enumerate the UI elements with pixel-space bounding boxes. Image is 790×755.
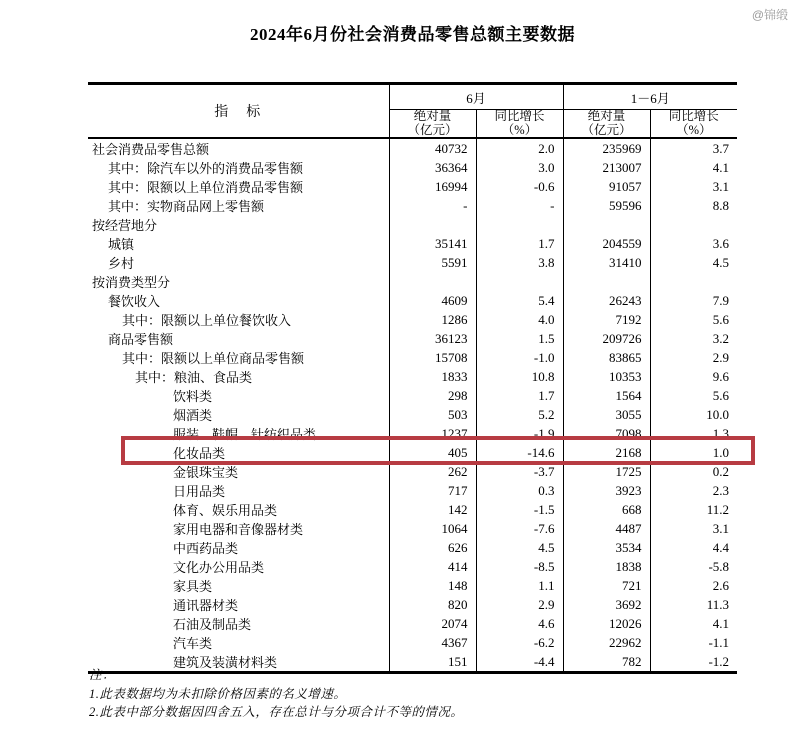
- row-value: -8.5: [476, 557, 563, 576]
- row-value: 503: [389, 405, 476, 424]
- row-value: 83865: [563, 348, 650, 367]
- header-line: 同比增长: [494, 109, 545, 123]
- row-value: 35141: [389, 234, 476, 253]
- row-label: 通讯器材类: [88, 595, 389, 614]
- row-value: -4.4: [476, 652, 563, 673]
- table-row: [88, 595, 737, 614]
- row-label: 其中：限额以上单位餐饮收入: [88, 310, 389, 329]
- row-value: 59596: [563, 196, 650, 215]
- row-value: 142: [389, 500, 476, 519]
- row-label: 其中：限额以上单位商品零售额: [88, 348, 389, 367]
- row-value: 2.9: [476, 595, 563, 614]
- col-header-yoy-june: [476, 110, 563, 139]
- row-value: 4.6: [476, 614, 563, 633]
- row-value: [476, 272, 563, 291]
- row-value: 3055: [563, 405, 650, 424]
- row-value: 151: [389, 652, 476, 673]
- row-value: 1064: [389, 519, 476, 538]
- header-line: 同比增长: [668, 109, 719, 123]
- header-line: （%）: [676, 122, 712, 137]
- row-value: -1.2: [708, 653, 730, 669]
- row-value: 3692: [563, 595, 650, 614]
- row-label: 餐饮收入: [88, 291, 389, 310]
- row-value: 40732: [389, 138, 476, 158]
- table-row: [88, 557, 737, 576]
- row-value: 3923: [563, 481, 650, 500]
- row-value: 3.8: [476, 253, 563, 272]
- table-row: [88, 576, 737, 595]
- table-row: [88, 215, 737, 234]
- row-value: 9.6: [712, 368, 730, 384]
- row-value: 1564: [563, 386, 650, 405]
- table-row: [88, 462, 737, 481]
- row-value: 2.3: [712, 482, 730, 498]
- table-row: [88, 614, 737, 633]
- table-row: [88, 633, 737, 652]
- row-value: 2168: [563, 443, 650, 462]
- row-value: 16994: [389, 177, 476, 196]
- col-header-absolute-jan-june: [563, 110, 650, 139]
- table-row: [88, 234, 737, 253]
- page-title: 2024年6月份社会消费品零售总额主要数据: [250, 25, 575, 44]
- table-row: [88, 138, 737, 158]
- row-value: 4487: [563, 519, 650, 538]
- row-label: 体育、娱乐用品类: [88, 500, 389, 519]
- row-value: [650, 215, 737, 234]
- row-label: 家用电器和音像器材类: [88, 519, 389, 538]
- row-value: 3534: [563, 538, 650, 557]
- row-value: 414: [389, 557, 476, 576]
- row-value: 235969: [563, 138, 650, 158]
- row-value: -14.6: [476, 443, 563, 462]
- table-row: [88, 405, 737, 424]
- row-value: 7192: [563, 310, 650, 329]
- row-value: 1286: [389, 310, 476, 329]
- table-container: [88, 82, 737, 674]
- table-row: [88, 272, 737, 291]
- row-value: 2074: [389, 614, 476, 633]
- row-value: 1237: [389, 424, 476, 443]
- row-value: 7098: [563, 424, 650, 443]
- table-row: [88, 367, 737, 386]
- row-value: 8.8: [712, 197, 730, 213]
- row-value: 782: [563, 652, 650, 673]
- row-value: 820: [389, 595, 476, 614]
- row-value: 1725: [563, 462, 650, 481]
- row-value: 5.2: [476, 405, 563, 424]
- row-value: 1.1: [476, 576, 563, 595]
- row-value: [563, 215, 650, 234]
- row-value: 36364: [389, 158, 476, 177]
- col-group-june: 6月: [389, 84, 563, 110]
- row-value: [389, 215, 476, 234]
- row-value: 668: [563, 500, 650, 519]
- row-value: 4.1: [712, 159, 730, 175]
- row-label: 饮料类: [88, 386, 389, 405]
- row-value: 3.2: [712, 330, 730, 346]
- row-value: 4.0: [476, 310, 563, 329]
- row-label: 城镇: [88, 234, 389, 253]
- note-item: 2.此表中部分数据因四舍五入，存在总计与分项合计不等的情况。: [89, 705, 464, 719]
- row-value: 2.9: [712, 349, 730, 365]
- row-label: 化妆品类: [88, 443, 389, 462]
- row-label: 商品零售额: [88, 329, 389, 348]
- row-value: 1.0: [712, 444, 730, 460]
- row-value: 3.1: [712, 520, 730, 536]
- row-value: [389, 272, 476, 291]
- row-value: 4.1: [712, 615, 730, 631]
- row-value: 626: [389, 538, 476, 557]
- row-value: -7.6: [476, 519, 563, 538]
- row-value: 31410: [563, 253, 650, 272]
- row-value: 91057: [563, 177, 650, 196]
- col-header-indicator: 指 标: [88, 84, 389, 139]
- watermark: @锦缎: [751, 8, 788, 22]
- row-value: 15708: [389, 348, 476, 367]
- row-value: 3.1: [712, 178, 730, 194]
- row-value: 262: [389, 462, 476, 481]
- row-value: 4.5: [476, 538, 563, 557]
- table-row: [88, 177, 737, 196]
- row-value: 3.7: [712, 140, 730, 156]
- row-label: 其中：粮油、食品类: [88, 367, 389, 386]
- row-value: 209726: [563, 329, 650, 348]
- row-label: 文化办公用品类: [88, 557, 389, 576]
- table-row: [88, 310, 737, 329]
- row-label: 中西药品类: [88, 538, 389, 557]
- row-label: 社会消费品零售总额: [88, 138, 389, 158]
- table-row: [88, 500, 737, 519]
- row-value: -3.7: [476, 462, 563, 481]
- row-value: 148: [389, 576, 476, 595]
- row-label: 按消费类型分: [88, 272, 389, 291]
- row-label: 其中：限额以上单位消费品零售额: [88, 177, 389, 196]
- row-value: 22962: [563, 633, 650, 652]
- row-value: 12026: [563, 614, 650, 633]
- row-value: [563, 272, 650, 291]
- row-value: 5.6: [712, 387, 730, 403]
- row-value: 11.2: [706, 501, 730, 517]
- row-value: 0.2: [712, 463, 730, 479]
- row-value: 405: [389, 443, 476, 462]
- row-value: 1.3: [712, 425, 730, 441]
- row-value: 0.3: [476, 481, 563, 500]
- row-value: 5.4: [476, 291, 563, 310]
- table-row: [88, 329, 737, 348]
- row-label: 其中：除汽车以外的消费品零售额: [88, 158, 389, 177]
- row-label: 汽车类: [88, 633, 389, 652]
- header-line: 绝对量: [587, 109, 626, 123]
- row-label: 金银珠宝类: [88, 462, 389, 481]
- row-value: 10.8: [476, 367, 563, 386]
- row-value: 2.6: [712, 577, 730, 593]
- row-value: 10353: [563, 367, 650, 386]
- header-line: （亿元）: [581, 122, 632, 137]
- row-value: -1.0: [476, 348, 563, 367]
- row-value: 1.7: [476, 234, 563, 253]
- row-value: -1.1: [708, 634, 730, 650]
- table-row: [88, 386, 737, 405]
- header-row-groups: [88, 84, 737, 110]
- row-value: 1838: [563, 557, 650, 576]
- header-line: （亿元）: [407, 122, 458, 137]
- stats-table: [88, 82, 737, 674]
- row-value: 11.3: [706, 596, 730, 612]
- table-row: [88, 196, 737, 215]
- row-label: 日用品类: [88, 481, 389, 500]
- row-value: 5.6: [712, 311, 730, 327]
- row-label: 家具类: [88, 576, 389, 595]
- table-row: [88, 253, 737, 272]
- notes-block: [89, 666, 463, 722]
- col-header-absolute-june: [389, 110, 476, 139]
- col-group-jan-june: 1－6月: [563, 84, 737, 110]
- row-value: 204559: [563, 234, 650, 253]
- row-value: 213007: [563, 158, 650, 177]
- row-value: 4367: [389, 633, 476, 652]
- row-value: 3.6: [712, 235, 730, 251]
- table-body: [88, 138, 737, 673]
- row-value: 10.0: [706, 406, 730, 422]
- row-value: 4609: [389, 291, 476, 310]
- note-item: 1.此表数据均为未扣除价格因素的名义增速。: [89, 686, 347, 701]
- row-label: 烟酒类: [88, 405, 389, 424]
- row-value: -1.5: [476, 500, 563, 519]
- row-value: 721: [563, 576, 650, 595]
- row-label: 乡村: [88, 253, 389, 272]
- row-value: [650, 272, 737, 291]
- table-row: [88, 481, 737, 500]
- row-value: 2.0: [476, 138, 563, 158]
- row-value: [476, 215, 563, 234]
- table-row-highlighted: [88, 443, 737, 462]
- col-header-yoy-jan-june: [650, 110, 737, 139]
- row-value: -0.6: [476, 177, 563, 196]
- table-row: [88, 538, 737, 557]
- table-row: [88, 348, 737, 367]
- row-value: 36123: [389, 329, 476, 348]
- row-value: 1.5: [476, 329, 563, 348]
- table-row: [88, 519, 737, 538]
- row-value: 5591: [389, 253, 476, 272]
- row-value: -: [476, 196, 563, 215]
- table-row: [88, 424, 737, 443]
- row-value: 1.7: [476, 386, 563, 405]
- row-value: 298: [389, 386, 476, 405]
- row-value: -1.9: [476, 424, 563, 443]
- row-label: 按经营地分: [88, 215, 389, 234]
- header-line: 绝对量: [413, 109, 452, 123]
- row-value: -5.8: [708, 558, 730, 574]
- row-label: 服装、鞋帽、针纺织品类: [88, 424, 389, 443]
- table-header: [88, 84, 737, 139]
- notes-heading: 注：: [89, 668, 116, 682]
- row-value: 26243: [563, 291, 650, 310]
- row-label: 石油及制品类: [88, 614, 389, 633]
- table-row: [88, 291, 737, 310]
- header-line: （%）: [501, 122, 538, 137]
- row-value: -: [389, 196, 476, 215]
- row-value: 4.4: [712, 539, 730, 555]
- row-value: 1833: [389, 367, 476, 386]
- row-value: 7.9: [712, 292, 730, 308]
- row-label: 建筑及装潢材料类: [88, 652, 389, 673]
- row-value: 3.0: [476, 158, 563, 177]
- row-value: -6.2: [476, 633, 563, 652]
- row-value: 717: [389, 481, 476, 500]
- row-value: 4.5: [712, 254, 730, 270]
- row-label: 其中：实物商品网上零售额: [88, 196, 389, 215]
- table-row: [88, 158, 737, 177]
